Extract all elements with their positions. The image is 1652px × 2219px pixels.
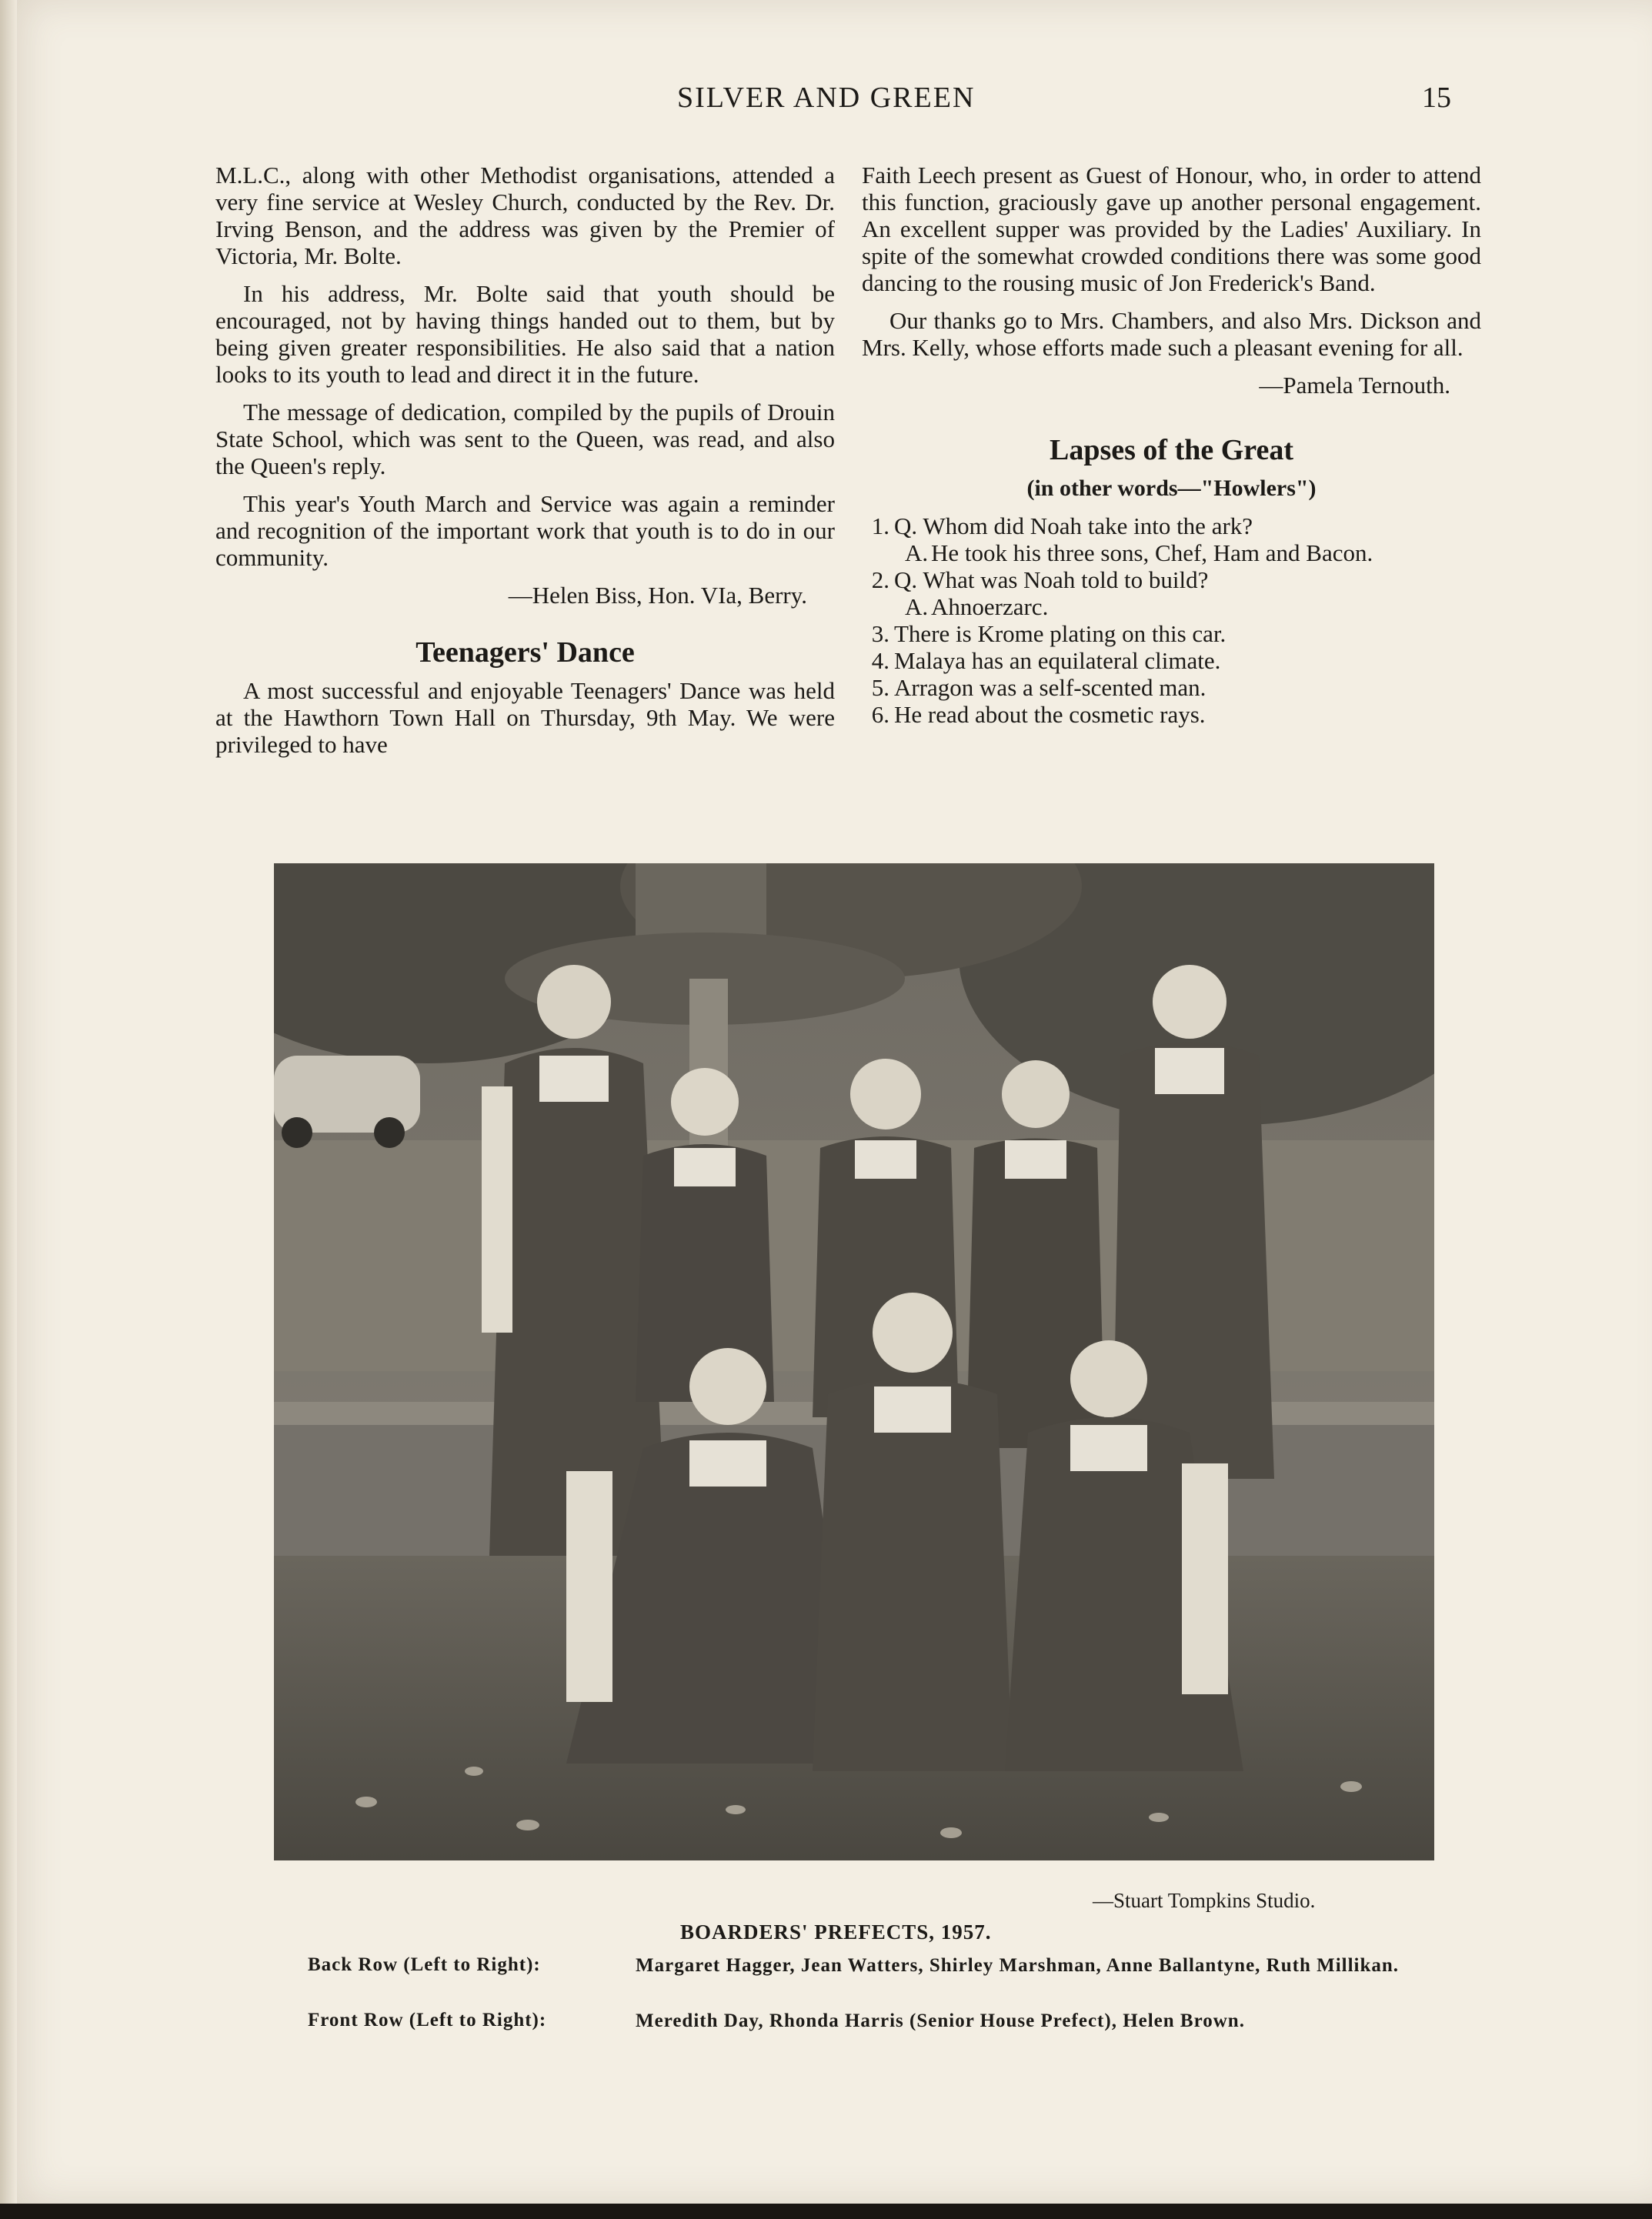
list-item xyxy=(862,620,1481,647)
item-text: He read about the cosmetic rays. xyxy=(894,701,1206,728)
item-number: 1. xyxy=(871,512,889,539)
answer-label: A. xyxy=(905,539,929,566)
page-header xyxy=(0,81,1652,119)
back-row-names: Margaret Hagger, Jean Watters, Shirley Marshman, Anne Ballantyne, Ruth Millikan. xyxy=(636,1955,1400,1976)
photo-credit: —Stuart Tompkins Studio. xyxy=(1093,1889,1316,1912)
article-paragraph: In his address, Mr. Bolte said that youth should be encouraged, not by having things handed out to them, but by being given greater responsibilities. He also said that a nation looks to its youth to lead and direct it in the future. xyxy=(215,280,835,388)
item-text: Malaya has an equilateral climate. xyxy=(894,647,1221,674)
list-item xyxy=(862,512,1481,566)
article-paragraph: A most successful and enjoyable Teenagers' Dance was held at the Hawthorn Town Hall on Thursday, 9th May. We were privileged to have xyxy=(215,677,835,758)
front-row-label: Front Row (Left to Right): xyxy=(308,2010,547,2030)
item-question: Q. Whom did Noah take into the ark? xyxy=(894,512,1253,539)
front-row-names: Meredith Day, Rhonda Harris (Senior House Prefect), Helen Brown. xyxy=(636,2010,1245,2031)
section-heading-lapses: Lapses of the Great xyxy=(1050,434,1293,466)
item-answer: He took his three sons, Chef, Ham and Bacon. xyxy=(931,539,1373,566)
howlers-list xyxy=(862,512,1481,728)
list-item xyxy=(862,566,1481,620)
article-paragraph: The message of dedication, compiled by the pupils of Drouin State School, which was sent to the Queen, was read, and also the Queen's reply. xyxy=(215,399,835,479)
group-photograph xyxy=(274,863,1434,1860)
list-item xyxy=(862,647,1481,674)
article-signature: —Helen Biss, Hon. VIa, Berry. xyxy=(508,582,807,609)
list-item xyxy=(862,674,1481,701)
page-number: 15 xyxy=(1422,82,1451,114)
article-paragraph: M.L.C., along with other Methodist organisations, attended a very fine service at Wesley Church, conducted by the Rev. Dr. Irving Benson, and the address was given by the Premier of Victoria, Mr. Bolte. xyxy=(215,162,835,269)
back-row-label: Back Row (Left to Right): xyxy=(308,1954,541,1975)
section-heading-teenagers-dance: Teenagers' Dance xyxy=(416,636,635,669)
list-item xyxy=(862,701,1481,728)
caption-title: BOARDERS' PREFECTS, 1957. xyxy=(680,1920,992,1944)
article-paragraph: This year's Youth March and Service was again a reminder and recognition of the important work that youth is to do in our community. xyxy=(215,490,835,571)
article-paragraph: Our thanks go to Mrs. Chambers, and also Mrs. Dickson and Mrs. Kelly, whose efforts made such a pleasant evening for all. xyxy=(862,307,1481,361)
item-number: 5. xyxy=(871,674,889,701)
article-paragraph: Faith Leech present as Guest of Honour, who, in order to attend this function, graciously gave up another personal engagement. An excellent supper was provided by the Ladies' Auxiliary. In spite of the somewhat crowded conditions there was some good dancing to the rousing music of Jon Frederick's Band. xyxy=(862,162,1481,296)
running-title: SILVER AND GREEN xyxy=(677,82,976,114)
article-signature: —Pamela Ternouth. xyxy=(1259,372,1450,399)
right-column xyxy=(862,162,1481,728)
page-spine xyxy=(0,0,17,2204)
item-answer: Ahnoerzarc. xyxy=(931,593,1049,620)
item-text: Arragon was a self-scented man. xyxy=(894,674,1206,701)
item-number: 3. xyxy=(871,620,889,647)
answer-label: A. xyxy=(905,593,929,620)
item-number: 4. xyxy=(871,647,889,674)
item-text: There is Krome plating on this car. xyxy=(894,620,1226,647)
item-number: 6. xyxy=(871,701,889,728)
item-number: 2. xyxy=(871,566,889,593)
item-question: Q. What was Noah told to build? xyxy=(894,566,1209,593)
left-column xyxy=(215,162,835,769)
section-subheading: (in other words—"Howlers") xyxy=(1026,476,1317,501)
